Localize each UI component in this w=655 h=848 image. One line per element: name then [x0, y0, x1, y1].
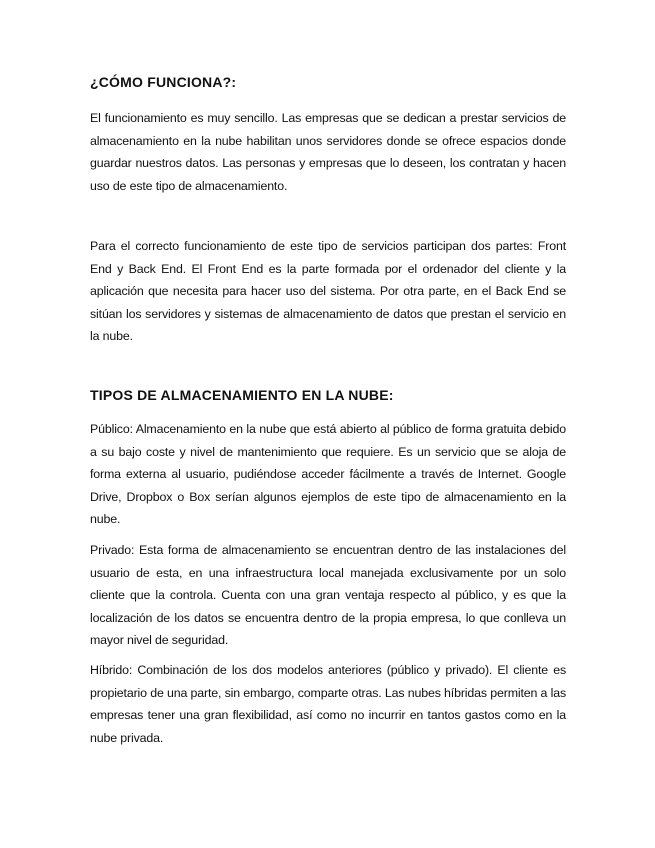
- section-heading-tipos-almacenamiento: TIPOS DE ALMACENAMIENTO EN LA NUBE:: [90, 387, 394, 403]
- paragraph-funcionamiento: El funcionamiento es muy sencillo. Las empresas que se dedican a prestar servicios de almacenamiento en la nube habilitan unos servidores donde se ofrece espacios donde guardar nuestros datos. Las personas y empresas que lo deseen, los contratan y hacen uso de este tipo de almacenamiento.: [90, 111, 566, 193]
- paragraph-publico: Público: Almacenamiento en la nube que está abierto al público de forma gratuita debido a su bajo coste y nivel de mantenimiento que requiere. Es un servicio que se aloja de forma externa al usuario, pudiéndose acceder fácilmente a través de Internet. Google Drive, Dropbox o Box serían algunos ejemplos de este tipo de almacenamiento en la nube.: [90, 422, 566, 526]
- paragraph-hibrido: Híbrido: Combinación de los dos modelos anteriores (público y privado). El cliente es propietario de una parte, sin embargo, comparte otras. Las nubes híbridas permiten a las empresas tener una gran flexibilidad, así como no incurrir en tantos gastos como en la nube privada.: [90, 663, 566, 745]
- paragraph-privado: Privado: Esta forma de almacenamiento se encuentran dentro de las instalaciones del usuario de esta, en una infraestructura local manejada exclusivamente por un solo cliente que la controla. Cuenta con una gran ventaja respecto al público, y es que la localización de los datos se encuentra dentro de la propia empresa, lo que conlleva un mayor nivel de seguridad.: [90, 543, 566, 647]
- section-heading-como-funciona: ¿CÓMO FUNCIONA?:: [90, 74, 237, 90]
- paragraph-front-back-end: Para el correcto funcionamiento de este tipo de servicios participan dos partes: Front End y Back End. El Front End es la parte formada por el ordenador del cliente y la aplicación que necesita para hacer uso del sistema. Por otra parte, en el Back End se sitúan los servidores y sistemas de almacenamiento de datos que prestan el servicio en la nube.: [90, 239, 566, 343]
